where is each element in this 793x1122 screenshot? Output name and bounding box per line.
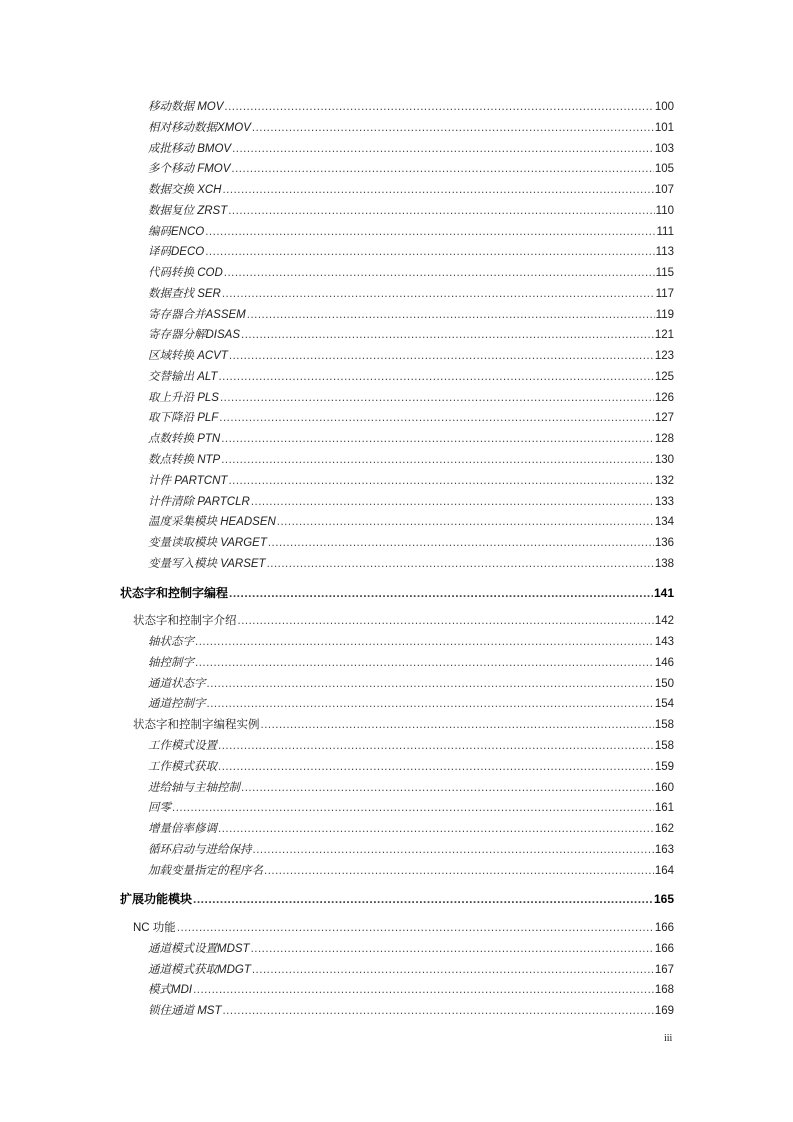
toc-entry-title: 增量倍率修调 — [148, 823, 217, 836]
toc-subsection-entry[interactable] — [120, 180, 674, 201]
toc-entry-page: 100 — [654, 101, 674, 113]
toc-subsection-entry[interactable] — [120, 388, 674, 409]
toc-subsection-entry[interactable] — [120, 263, 674, 284]
table-of-contents — [120, 97, 674, 1022]
toc-entry-title: 编码ENCO — [148, 225, 205, 238]
toc-subsection-entry[interactable] — [120, 222, 674, 243]
dot-leader — [228, 201, 654, 222]
dot-leader — [177, 918, 654, 939]
toc-entry-title: 工作模式获取 — [148, 760, 217, 773]
toc-subsection-entry[interactable] — [120, 554, 674, 575]
toc-entry-page: 167 — [654, 963, 674, 976]
toc-section-entry[interactable] — [120, 611, 674, 632]
toc-subsection-entry[interactable] — [120, 939, 674, 960]
dot-leader — [193, 980, 654, 1001]
toc-subsection-entry[interactable] — [120, 798, 674, 819]
toc-entry-page: 127 — [654, 412, 674, 425]
dot-leader — [241, 325, 654, 346]
toc-subsection-entry[interactable] — [120, 674, 674, 695]
toc-subsection-entry[interactable] — [120, 139, 674, 160]
toc-entry-page: 160 — [654, 781, 674, 794]
toc-entry-page: 121 — [654, 329, 674, 342]
toc-subsection-entry[interactable] — [120, 284, 674, 305]
toc-subsection-entry[interactable] — [120, 736, 674, 757]
dot-leader — [221, 450, 654, 471]
toc-entry-page: 119 — [655, 308, 674, 321]
toc-subsection-entry[interactable] — [120, 757, 674, 778]
dot-leader — [193, 889, 653, 910]
toc-entry-title: 成批移动 BMOV — [148, 142, 232, 155]
toc-subsection-entry[interactable] — [120, 861, 674, 882]
dot-leader — [277, 512, 654, 533]
toc-subsection-entry[interactable] — [120, 980, 674, 1001]
toc-entry-title: 取上升沿 PLS — [148, 391, 219, 404]
dot-leader — [207, 674, 654, 695]
toc-entry-page: 164 — [654, 864, 674, 877]
dot-leader — [220, 388, 654, 409]
toc-entry-title: 移动数据 MOV — [148, 101, 224, 113]
toc-subsection-entry[interactable] — [120, 305, 674, 326]
toc-subsection-entry[interactable] — [120, 960, 674, 981]
toc-subsection-entry[interactable] — [120, 840, 674, 861]
dot-leader — [268, 533, 654, 554]
toc-entry-title: 轴状态字 — [148, 636, 194, 649]
dot-leader — [253, 840, 654, 861]
toc-entry-title: 状态字和控制字编程实例 — [133, 719, 260, 732]
toc-entry-page: 162 — [654, 823, 674, 836]
dot-leader — [238, 611, 654, 632]
toc-subsection-entry[interactable] — [120, 819, 674, 840]
toc-entry-page: 105 — [654, 163, 674, 176]
toc-entry-page: 133 — [654, 495, 674, 508]
dot-leader — [252, 960, 654, 981]
toc-entry-page: 111 — [656, 225, 674, 238]
dot-leader — [224, 263, 655, 284]
toc-subsection-entry[interactable] — [120, 346, 674, 367]
toc-subsection-entry[interactable] — [120, 242, 674, 263]
toc-chapter-entry[interactable] — [120, 583, 674, 604]
toc-entry-page: 163 — [654, 843, 674, 856]
dot-leader — [222, 284, 655, 305]
dot-leader — [218, 367, 653, 388]
toc-entry-title: 状态字和控制字编程 — [120, 585, 229, 600]
toc-subsection-entry[interactable] — [120, 325, 674, 346]
dot-leader — [247, 305, 655, 326]
toc-entry-title: 点数转换 PTN — [148, 433, 221, 446]
toc-entry-page: 141 — [653, 585, 674, 600]
toc-entry-page: 115 — [655, 267, 674, 280]
toc-entry-page: 125 — [654, 370, 674, 383]
toc-subsection-entry[interactable] — [120, 492, 674, 513]
toc-entry-title: 通道状态字 — [148, 677, 206, 690]
toc-entry-page: 143 — [654, 636, 674, 649]
toc-entry-title: 区域转换 ACVT — [148, 350, 228, 363]
toc-entry-title: 轴控制字 — [148, 656, 194, 669]
dot-leader — [228, 471, 653, 492]
toc-entry-page: 169 — [654, 1005, 674, 1018]
toc-entry-title: 寄存器分解DISAS — [148, 329, 241, 342]
toc-entry-page: 166 — [654, 942, 674, 955]
toc-entry-page: 138 — [654, 557, 674, 570]
toc-entry-page: 110 — [655, 204, 674, 217]
toc-entry-page: 130 — [654, 454, 674, 467]
dot-leader — [207, 694, 654, 715]
toc-entry-page: 154 — [654, 698, 674, 711]
toc-entry-title: 取下降沿 PLF — [148, 412, 219, 425]
toc-subsection-entry[interactable] — [120, 367, 674, 388]
toc-subsection-entry[interactable] — [120, 201, 674, 222]
dot-leader — [218, 819, 654, 840]
toc-entry-title: 通道模式设置MDST — [148, 942, 250, 955]
toc-entry-title: 进给轴与主轴控制 — [148, 781, 240, 794]
toc-entry-title: 扩展功能模块 — [120, 892, 193, 907]
toc-entry-title: 数点转换 NTP — [148, 454, 221, 467]
toc-entry-title: 数据查找 SER — [148, 287, 221, 300]
dot-leader — [251, 939, 654, 960]
dot-leader — [267, 554, 654, 575]
dot-leader — [222, 180, 653, 201]
dot-leader — [251, 492, 654, 513]
toc-entry-title: NC 功能 — [133, 922, 176, 935]
toc-entry-title: 通道模式获取MDGT — [148, 963, 251, 976]
toc-section-entry[interactable] — [120, 918, 674, 939]
dot-leader — [229, 346, 654, 367]
toc-subsection-entry[interactable] — [120, 429, 674, 450]
toc-entry-page: 136 — [654, 537, 674, 550]
dot-leader — [222, 1001, 653, 1022]
dot-leader — [218, 736, 654, 757]
toc-entry-page: 161 — [654, 802, 674, 815]
toc-entry-title: 变量读取模块 VARGET — [148, 537, 267, 550]
toc-entry-title: 循环启动与进给保持 — [148, 843, 252, 856]
toc-entry-title: 通道控制字 — [148, 698, 206, 711]
toc-entry-title: 译码DECO — [148, 246, 205, 259]
toc-subsection-entry[interactable] — [120, 512, 674, 533]
toc-subsection-entry[interactable] — [120, 694, 674, 715]
toc-entry-title: 数据交换 XCH — [148, 184, 222, 197]
dot-leader — [221, 429, 654, 450]
toc-entry-page: 113 — [655, 246, 674, 259]
dot-leader — [219, 408, 654, 429]
toc-entry-page: 158 — [654, 739, 674, 752]
toc-entry-title: 计件清除 PARTCLR — [148, 495, 250, 508]
toc-entry-title: 加载变量指定的程序名 — [148, 864, 263, 877]
toc-subsection-entry[interactable] — [120, 159, 674, 180]
dot-leader — [229, 583, 653, 604]
toc-entry-page: 134 — [654, 516, 674, 529]
toc-entry-page: 128 — [654, 433, 674, 446]
toc-subsection-entry[interactable] — [120, 1001, 674, 1022]
toc-entry-page: 166 — [654, 922, 674, 935]
toc-entry-page: 150 — [654, 677, 674, 690]
toc-subsection-entry[interactable] — [120, 778, 674, 799]
dot-leader — [231, 159, 653, 180]
toc-entry-page: 146 — [654, 656, 674, 669]
toc-entry-title: 工作模式设置 — [148, 739, 217, 752]
toc-entry-page: 159 — [654, 760, 674, 773]
toc-entry-title: 代码转换 COD — [148, 267, 223, 280]
toc-entry-title: 模式MDI — [148, 984, 193, 997]
toc-entry-title: 变量写入模块 VARSET — [148, 557, 266, 570]
dot-leader — [195, 653, 654, 674]
toc-entry-page: 132 — [654, 474, 674, 487]
toc-entry-title: 相对移动数据XMOV — [148, 121, 251, 134]
dot-leader — [264, 861, 654, 882]
toc-entry-page: 117 — [655, 287, 674, 300]
toc-entry-title: 交替输出 ALT — [148, 370, 218, 383]
toc-entry-page: 107 — [654, 184, 674, 197]
toc-subsection-entry[interactable] — [120, 471, 674, 492]
dot-leader — [195, 632, 654, 653]
toc-entry-title: 回零 — [148, 802, 171, 815]
toc-entry-title: 温度采集模块 HEADSEN — [148, 516, 276, 529]
dot-leader — [224, 97, 653, 118]
toc-subsection-entry[interactable] — [120, 97, 674, 118]
toc-subsection-entry[interactable] — [120, 408, 674, 429]
toc-entry-page: 101 — [654, 121, 674, 134]
toc-entry-page: 126 — [654, 391, 674, 404]
toc-subsection-entry[interactable] — [120, 450, 674, 471]
toc-entry-page: 142 — [654, 615, 674, 628]
toc-entry-page: 158 — [654, 719, 674, 732]
toc-entry-title: 多个移动 FMOV — [148, 163, 231, 176]
dot-leader — [172, 798, 654, 819]
dot-leader — [261, 715, 654, 736]
toc-subsection-entry[interactable] — [120, 653, 674, 674]
toc-entry-page: 168 — [654, 984, 674, 997]
toc-entry-title: 计件 PARTCNT — [148, 474, 228, 487]
dot-leader — [232, 139, 654, 160]
dot-leader — [205, 242, 654, 263]
toc-entry-title: 锁住通道 MST — [148, 1005, 222, 1018]
dot-leader — [252, 118, 654, 139]
dot-leader — [218, 757, 654, 778]
toc-section-entry[interactable] — [120, 715, 674, 736]
toc-entry-title: 状态字和控制字介绍 — [133, 615, 237, 628]
toc-subsection-entry[interactable] — [120, 118, 674, 139]
toc-entry-title: 寄存器合并ASSEM — [148, 308, 246, 321]
toc-chapter-entry[interactable] — [120, 889, 674, 910]
page-number: iii — [664, 1033, 673, 1044]
toc-entry-title: 数据复位 ZRST — [148, 204, 228, 217]
toc-entry-page: 103 — [654, 142, 674, 155]
dot-leader — [205, 222, 655, 243]
toc-subsection-entry[interactable] — [120, 632, 674, 653]
dot-leader — [241, 778, 654, 799]
toc-subsection-entry[interactable] — [120, 533, 674, 554]
toc-entry-page: 123 — [654, 350, 674, 363]
toc-entry-page: 165 — [653, 892, 674, 907]
